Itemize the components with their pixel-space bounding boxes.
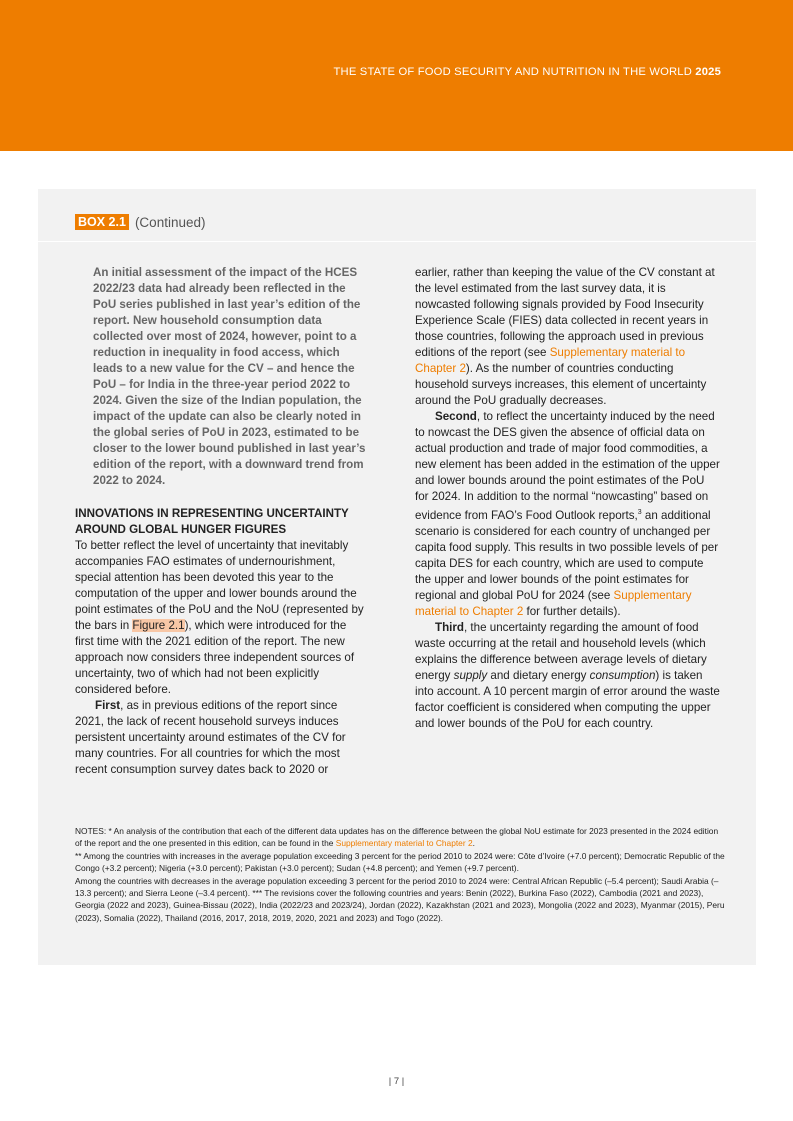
supplementary-link[interactable]: Supplementary material to Chapter 2 <box>335 838 473 849</box>
box-divider <box>38 241 756 242</box>
right-column <box>415 265 721 732</box>
paragraph: earlier, rather than keeping the value of the CV constant at the level estimated from the last survey data, it is nowcasted following signals provided by Food Insecurity Experience Scale (FIES) data collected in recent years in those countries, following the approach used in previous editions of the report (see Supplementary material to Chapter 2). As the number of countries conducting household surveys increases, this element of uncertainty around the PoU gradually decreases. <box>415 266 715 407</box>
paragraph: Second, to reflect the uncertainty induced by the need to nowcast the DES given the absence of official data on actual production and trade of major food commodities, a new element has been added in the estimation of the upper and lower bounds around the point estimates of the PoU for 2024. In addition to the normal “nowcasting” based on evidence from FAO’s Food Outlook reports,$^3$ an additional scenario is considered for each country of unchanged per capita food supply. This results in two possible levels of per capita DES for each country, which are used to compute the upper and lower bounds of the point estimates for regional and global PoU for 2024 (see Supplementary material to Chapter 2 for further details). <box>415 410 720 618</box>
note: ** Among the countries with increases in the average population exceeding 3 percent for the period 2010 to 2024 were: Côte d’Ivoire (+7.0 percent); Democratic Republic of the Congo (+3.2 percent); Nigeria (+3.0 percent); Pakistan (+3.0 percent); Sudan (+4.8 percent); and Yemen (+9.7 percent). <box>75 850 725 874</box>
note: Among the countries with decreases in the average population exceeding 3 percent for the period 2010 to 2024 were: Central African Republic (–5.4 percent); Saudi Arabia (–13.3 percent); and Sierra Leone (–3.4 percent). *** The revisions cover the following countries and years: Benin (2022), Burkina Faso (2022), Cambodia (2021 and 2023), Georgia (2022 and 2023), Guinea-Bissau (2022), India (2022/23 and 2023/24), Jordan (2022), Kazakhstan (2021 and 2023), Mongolia (2022 and 2023), Myanmar (2015), Peru (2023), Somalia (2022), Thailand (2016, 2017, 2018, 2019, 2020, 2021 and 2023) and Togo (2022). <box>75 875 725 923</box>
section-heading: INNOVATIONS IN REPRESENTING UNCERTAINTY AROUND GLOBAL HUNGER FIGURES <box>75 507 349 536</box>
supplementary-link[interactable]: Supplementary material to Chapter 2 <box>415 588 692 618</box>
intro-paragraph: An initial assessment of the impact of the HCES 2022/23 data had already been reflected in the PoU series published in last year’s edition of the report. New household consumption data collected over most of 2024, however, point to a reduction in inequality in food access, which leads to a new value for the CV – and hence the PoU – for India in the three-year period 2022 to 2024. Given the size of the Indian population, the impact of the update can also be clearly noted in the global series of PoU in 2023, estimated to be closer to the lower bound published in last year’s edition of the report, with a downward trend from 2022 to 2024. <box>93 266 366 487</box>
report-title-year: 2025 <box>695 66 721 78</box>
box-notes <box>75 825 725 924</box>
figure-2-1-link[interactable]: Figure 2.1 <box>132 619 185 632</box>
footnote-ref: 3 <box>637 509 642 516</box>
box-2-1 <box>38 189 756 965</box>
left-column <box>75 265 366 778</box>
page-number: | 7 | <box>388 1076 405 1087</box>
box-heading <box>75 213 205 231</box>
paragraph: First, as in previous editions of the report since 2021, the lack of recent household surveys induces persistent uncertainty around estimates of the CV for many countries. For all countries for which the most recent consumption survey dates back to 2020 or <box>75 699 346 776</box>
paragraph: Third, the uncertainty regarding the amount of food waste occurring at the retail and household levels (which explains the difference between average levels of dietary energy supply and dietary energy consumption) is taken into account. A 10 percent margin of error around the waste factor coefficient is considered when computing the upper and lower bounds of the PoU for each country. <box>415 620 720 730</box>
box-label: BOX 2.1 <box>75 214 129 230</box>
page-header <box>0 0 793 151</box>
paragraph: To better reflect the level of uncertainty that inevitably accompanies FAO estimates of undernourishment, special attention has been devoted this year to the computation of the upper and lower bounds around the point estimates of the PoU and the NoU (represented by the bars in Figure 2.1), which were introduced for the first time with the 2021 edition of the report. The new approach now considers three independent sources of uncertainty, two of which had not been explicitly considered before. <box>75 539 364 696</box>
note: NOTES: * An analysis of the contribution that each of the different data updates has on the difference between the global NoU estimate for 2023 presented in the 2024 edition of the report and the one presented in this edition, can be found in the Supplementary material to Chapter 2. <box>75 826 719 849</box>
report-title-main: THE STATE OF FOOD SECURITY AND NUTRITION IN THE WORLD <box>333 66 692 78</box>
supplementary-link[interactable]: Supplementary material to Chapter 2 <box>415 346 686 375</box>
box-continued: (Continued) <box>134 214 206 230</box>
report-title <box>334 66 721 78</box>
